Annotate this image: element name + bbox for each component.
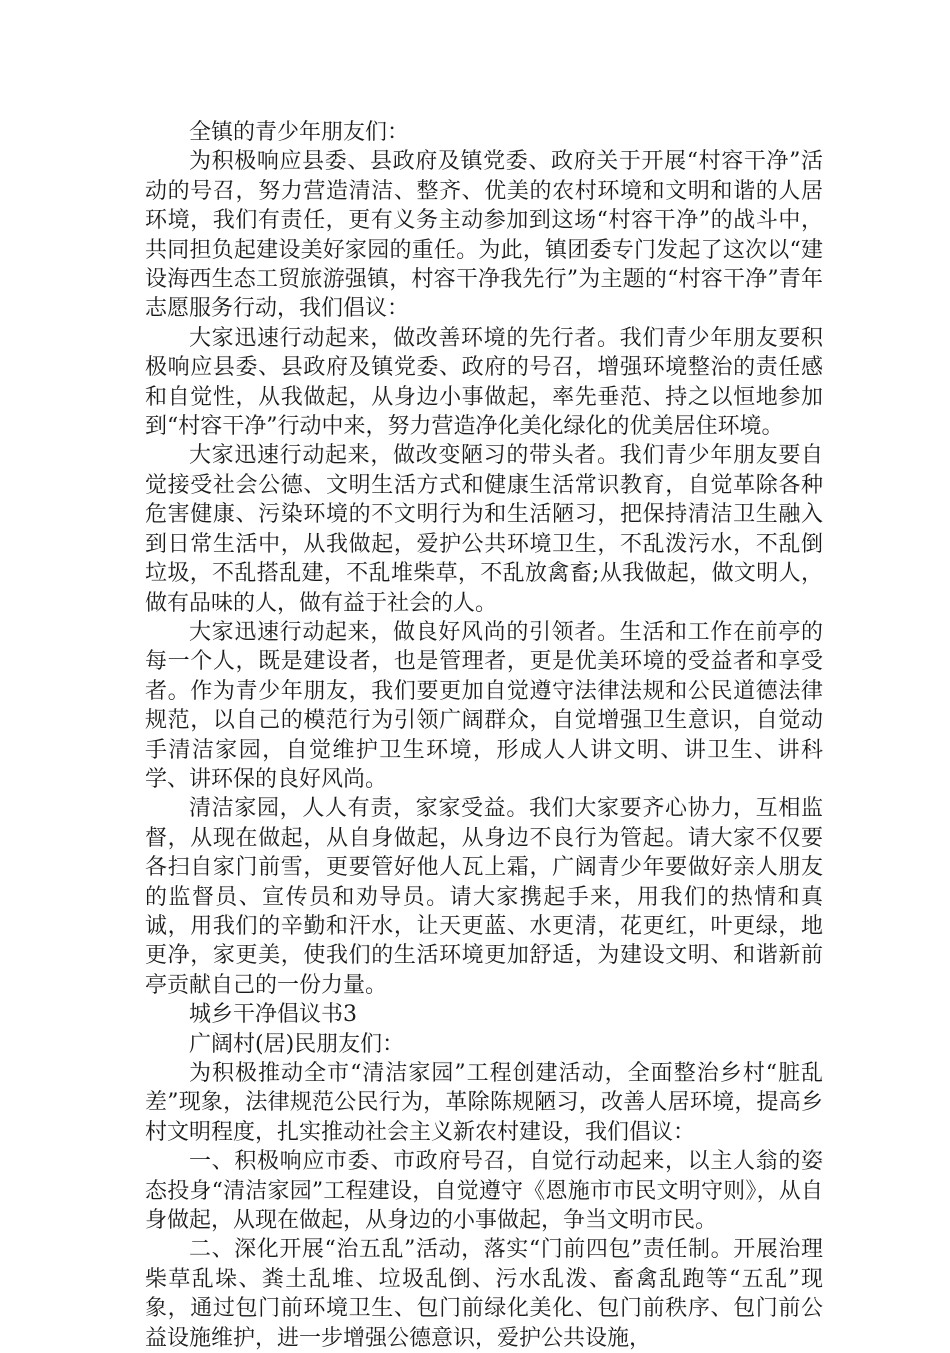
document-body bbox=[145, 118, 823, 1353]
paragraph-closing: 清洁家园，人人有责，家家受益。我们大家要齐心协力，互相监督，从现在做起，从自身做起，从身边不良行为管起。请大家不仅要各扫自家门前雪，更要管好他人瓦上霜，广阔青少年要做好亲人朋友的监督员、宣传员和劝导员。请大家携起手来，用我们的热情和真诚，用我们的辛勤和汗水，让天更蓝、水更清，花更红，叶更绿，地更净，家更美，使我们的生活环境更加舒适，为建设文明、和谐新前亭贡献自己的一份力量。 bbox=[145, 796, 823, 998]
proposal-item-2: 二、深化开展“治五乱”活动，落实“门前四包”责任制。开展治理柴草乱垛、粪土乱堆、垃圾乱倒、污水乱泼、畜禽乱跑等“五乱”现象，通过包门前环境卫生、包门前绿化美化、包门前秩序、包门前公益设施维护，进一步增强公德意识，爱护公共设施， bbox=[145, 1237, 823, 1351]
paragraph-habits: 大家迅速行动起来，做改变陋习的带头者。我们青少年朋友要自觉接受社会公德、文明生活方式和健康生活常识教育，自觉革除各种危害健康、污染环境的不文明行为和生活陋习，把保持清洁卫生融入到日常生活中，从我做起，爱护公共环境卫生，不乱泼污水，不乱倒垃圾，不乱搭乱建，不乱堆柴草，不乱放禽畜;从我做起，做文明人，做有品味的人，做有益于社会的人。 bbox=[145, 443, 823, 616]
salutation-2: 广阔村(居)民朋友们： bbox=[189, 1031, 405, 1057]
paragraph-intro: 为积极响应县委、县政府及镇党委、政府关于开展“村容干净”活动的号召，努力营造清洁、整齐、优美的农村环境和文明和谐的人居环境，我们有责任，更有义务主动参加到这场“村容干净”的战斗中，共同担负起建设美好家园的重任。为此，镇团委专门发起了这次以“建设海西生态工贸旅游强镇，村容干净我先行”为主题的“村容干净”青年志愿服务行动，我们倡议： bbox=[145, 149, 823, 322]
salutation: 全镇的青少年朋友们： bbox=[189, 120, 410, 145]
proposal-item-1: 一、积极响应市委、市政府号召，自觉行动起来，以主人翁的姿态投身“清洁家园”工程建设，自觉遵守《恩施市市民文明守则》，从自身做起，从现在做起，从身边的小事做起，争当文明市民。 bbox=[145, 1149, 823, 1234]
section-heading: 城乡干净倡议书3 bbox=[189, 1002, 357, 1028]
paragraph-pioneer: 大家迅速行动起来，做改善环境的先行者。我们青少年朋友要积极响应县委、县政府及镇党委、政府的号召，增强环境整治的责任感和自觉性，从我做起，从身边小事做起，率先垂范、持之以恒地参加到“村容干净”行动中来，努力营造净化美化绿化的优美居住环境。 bbox=[145, 325, 823, 440]
paragraph-customs: 大家迅速行动起来，做良好风尚的引领者。生活和工作在前亭的每一个人，既是建设者，也是管理者，更是优美环境的受益者和享受者。作为青少年朋友，我们要更加自觉遵守法律法规和公民道德法律规范，以自己的模范行为引领广阔群众，自觉增强卫生意识，自觉动手清洁家园，自觉维护卫生环境，形成人人讲文明、讲卫生、讲科学、讲环保的良好风尚。 bbox=[145, 619, 823, 792]
paragraph-intro-2: 为积极推动全市“清洁家园”工程创建活动，全面整治乡村“脏乱差”现象，法律规范公民行为，革除陈规陋习，改善人居环境，提高乡村文明程度，扎实推动社会主义新农村建设，我们倡议： bbox=[145, 1061, 823, 1145]
